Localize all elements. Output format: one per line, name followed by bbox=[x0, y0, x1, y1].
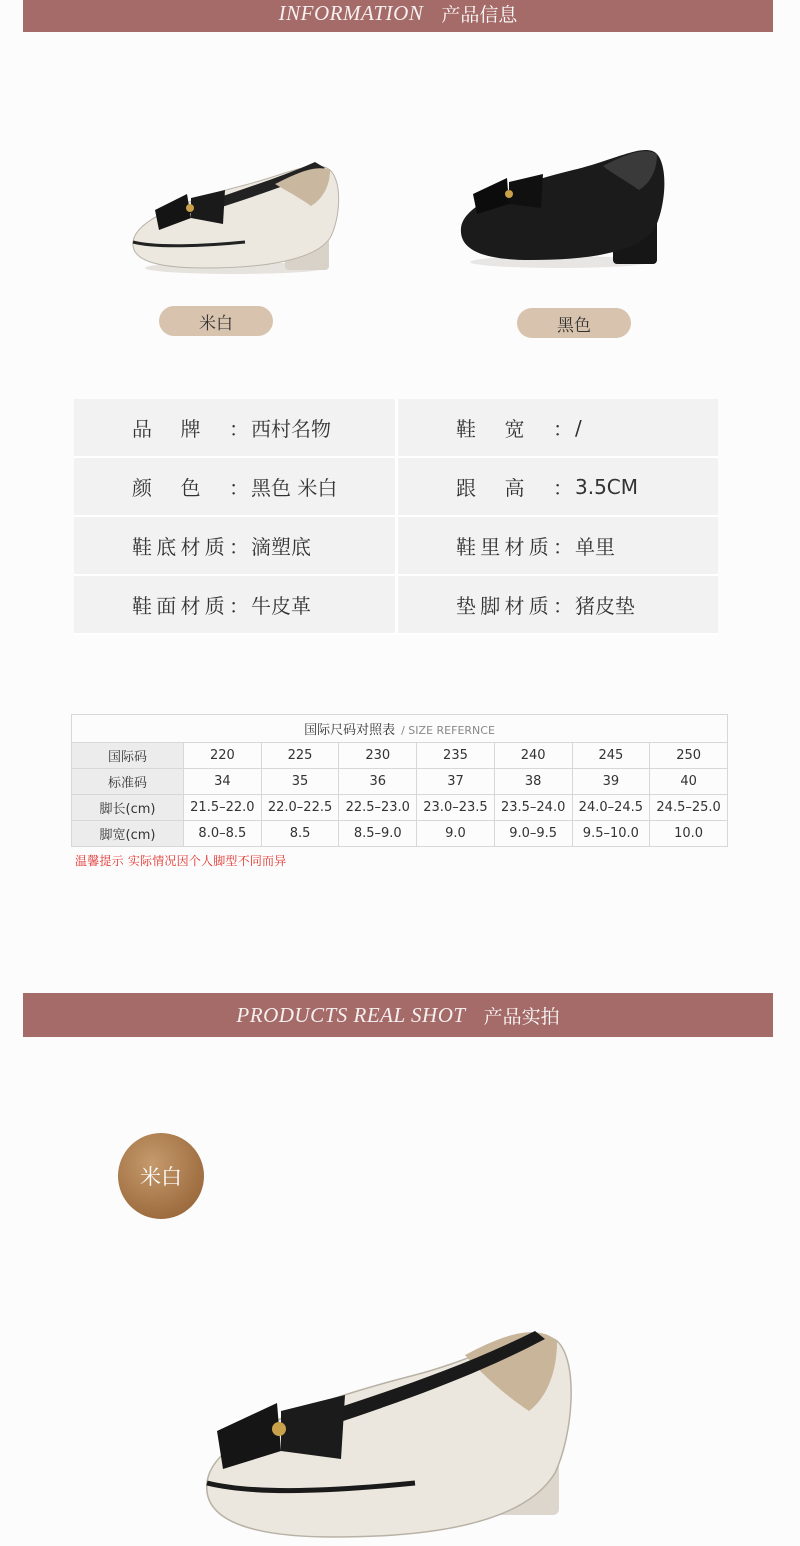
size-table-row bbox=[72, 795, 728, 821]
size-cell: 21.5–22.0 bbox=[184, 795, 262, 821]
info-key: 鞋底材质： bbox=[132, 535, 249, 559]
info-value: 黑色 米白 bbox=[251, 476, 338, 500]
size-cell: 225 bbox=[261, 743, 339, 769]
info-key: 跟高： bbox=[456, 476, 573, 500]
info-key: 颜色： bbox=[132, 476, 249, 500]
info-row bbox=[398, 399, 718, 458]
info-value: 西村名物 bbox=[251, 417, 331, 441]
info-key: 品牌： bbox=[132, 417, 249, 441]
info-value: 牛皮革 bbox=[251, 594, 311, 618]
size-table-title: 国际尺码对照表 bbox=[304, 723, 396, 738]
size-cell: 9.0 bbox=[417, 821, 495, 847]
size-reference-table bbox=[71, 714, 728, 847]
product-info-table bbox=[74, 399, 718, 635]
size-cell: 10.0 bbox=[650, 821, 728, 847]
info-row bbox=[398, 517, 718, 576]
size-cell: 8.5 bbox=[261, 821, 339, 847]
info-row bbox=[398, 458, 718, 517]
info-value: 猪皮垫 bbox=[575, 594, 635, 618]
info-value: / bbox=[575, 415, 582, 440]
info-row bbox=[398, 576, 718, 635]
size-cell: 39 bbox=[572, 769, 650, 795]
size-cell: 37 bbox=[417, 769, 495, 795]
info-value: 3.5CM bbox=[575, 474, 639, 499]
size-row-label: 标准码 bbox=[72, 769, 184, 795]
size-cell: 9.0–9.5 bbox=[494, 821, 572, 847]
size-cell: 22.0–22.5 bbox=[261, 795, 339, 821]
banner-title-en: INFORMATION bbox=[278, 0, 424, 25]
size-row-label: 脚长(cm) bbox=[72, 795, 184, 821]
size-cell: 22.5–23.0 bbox=[339, 795, 417, 821]
size-cell: 8.0–8.5 bbox=[184, 821, 262, 847]
size-tip-text: 温馨提示 实际情况因个人脚型不同而异 bbox=[75, 854, 287, 868]
offwhite-shoe-image[interactable] bbox=[125, 150, 350, 280]
color-label-badge: 米白 bbox=[118, 1133, 204, 1219]
swatch-pill-offwhite[interactable]: 米白 bbox=[159, 306, 273, 336]
size-table-subtitle: / SIZE REFERNCE bbox=[401, 724, 495, 737]
size-cell: 235 bbox=[417, 743, 495, 769]
banner-title-zh: 产品实拍 bbox=[483, 1005, 560, 1028]
banner-title-en: PRODUCTS REAL SHOT bbox=[236, 1002, 466, 1027]
offwhite-shoe-photo bbox=[195, 1315, 595, 1546]
size-cell: 9.5–10.0 bbox=[572, 821, 650, 847]
size-cell: 38 bbox=[494, 769, 572, 795]
info-row bbox=[74, 399, 398, 458]
size-cell: 24.5–25.0 bbox=[650, 795, 728, 821]
info-row bbox=[74, 458, 398, 517]
info-key: 鞋宽： bbox=[456, 417, 573, 441]
black-shoe-image[interactable] bbox=[455, 138, 670, 273]
size-cell: 36 bbox=[339, 769, 417, 795]
size-cell: 240 bbox=[494, 743, 572, 769]
info-value: 单里 bbox=[575, 535, 615, 559]
banner-title-zh: 产品信息 bbox=[441, 3, 518, 26]
size-cell: 34 bbox=[184, 769, 262, 795]
size-cell: 230 bbox=[339, 743, 417, 769]
info-row bbox=[74, 576, 398, 635]
info-row bbox=[74, 517, 398, 576]
real-shot-banner bbox=[23, 993, 773, 1037]
size-cell: 250 bbox=[650, 743, 728, 769]
size-cell: 24.0–24.5 bbox=[572, 795, 650, 821]
info-value: 滴塑底 bbox=[251, 535, 311, 559]
size-table-body bbox=[72, 743, 728, 847]
size-table-row bbox=[72, 821, 728, 847]
size-table-caption bbox=[72, 715, 728, 743]
size-table-row bbox=[72, 743, 728, 769]
size-table-row bbox=[72, 769, 728, 795]
size-cell: 40 bbox=[650, 769, 728, 795]
info-key: 鞋里材质： bbox=[456, 535, 573, 559]
swatch-pill-black[interactable]: 黑色 bbox=[517, 308, 631, 338]
size-cell: 8.5–9.0 bbox=[339, 821, 417, 847]
size-cell: 245 bbox=[572, 743, 650, 769]
size-row-label: 脚宽(cm) bbox=[72, 821, 184, 847]
info-key: 鞋面材质： bbox=[132, 594, 249, 618]
size-row-label: 国际码 bbox=[72, 743, 184, 769]
information-banner bbox=[23, 0, 773, 32]
size-cell: 35 bbox=[261, 769, 339, 795]
size-cell: 23.5–24.0 bbox=[494, 795, 572, 821]
size-cell: 220 bbox=[184, 743, 262, 769]
size-cell: 23.0–23.5 bbox=[417, 795, 495, 821]
info-key: 垫脚材质： bbox=[456, 594, 573, 618]
